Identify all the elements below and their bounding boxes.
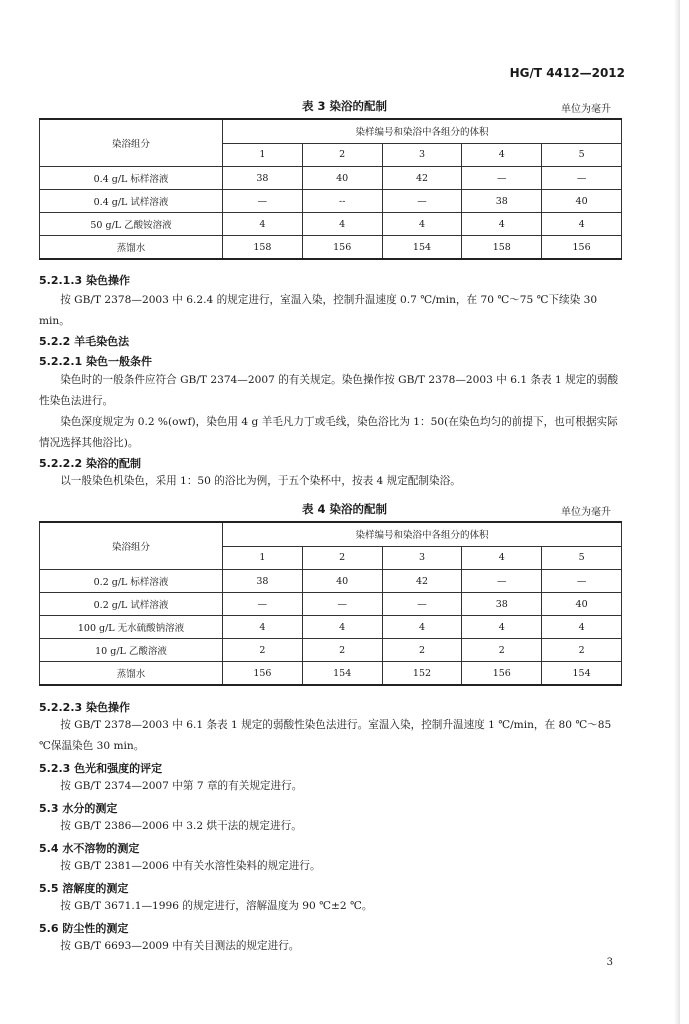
table4-unit: 单位为毫升 (561, 507, 611, 518)
row-label: 100 g/L 无水硫酸钠溶液 (40, 616, 223, 639)
paragraph: 染色深度规定为 0.2 %(owf)，染色用 4 g 羊毛凡力丁或毛线，染色浴比为 1：50(在染色均匀的前提下，也可根据实际情况选择其他浴比)。 (39, 416, 618, 449)
table3-sample-no: 4 (462, 143, 542, 167)
cell: 154 (382, 236, 462, 260)
cell: 40 (542, 593, 622, 616)
table3-sample-no: 2 (302, 143, 382, 167)
row-label: 0.2 g/L 试样溶液 (40, 593, 223, 616)
row-label: 0.2 g/L 标样溶液 (40, 570, 223, 593)
cell: 156 (542, 236, 622, 260)
section-heading-5-2-1-3: 5.2.1.3 染色操作 (39, 274, 130, 287)
paragraph: 按 GB/T 3671.1—1996 的规定进行，溶解温度为 90 ℃±2 ℃。 (60, 900, 373, 912)
cell: 4 (382, 213, 462, 236)
table4-sample-no: 5 (542, 546, 622, 570)
section-body-5-2-2-1 (39, 370, 623, 454)
row-label: 蒸馏水 (40, 236, 223, 260)
cell: 156 (462, 662, 542, 686)
cell: — (382, 593, 462, 616)
cell: 42 (382, 167, 462, 190)
row-label: 0.4 g/L 标样溶液 (40, 167, 223, 190)
cell: 2 (302, 639, 382, 662)
table-row (40, 190, 622, 213)
table3-sample-no: 5 (542, 143, 622, 167)
table3 (39, 118, 622, 260)
section-body-5-2-2-3 (39, 715, 623, 757)
section-body-5-6 (39, 936, 623, 957)
section-body-5-4 (39, 856, 623, 877)
cell: 4 (462, 213, 542, 236)
cell: 4 (302, 616, 382, 639)
paragraph: 染色时的一般条件应符合 GB/T 2374—2007 的有关规定。染色操作按 GB/T 2378—2003 中 6.1 条表 1 规定的弱酸性染色法进行。 (39, 374, 619, 407)
section-heading-5-5: 5.5 溶解度的测定 (39, 882, 129, 895)
cell: — (302, 593, 382, 616)
row-label: 10 g/L 乙酸溶液 (40, 639, 223, 662)
section-body-5-2-3 (39, 776, 623, 797)
cell: — (382, 190, 462, 213)
cell: 4 (542, 213, 622, 236)
table4-title: 表 4 染浴的配制 (301, 502, 387, 516)
page-number: 3 (606, 957, 613, 968)
cell: 4 (382, 616, 462, 639)
table-row (40, 662, 622, 686)
table3-title: 表 3 染浴的配制 (301, 99, 387, 113)
table4-sample-no: 4 (462, 546, 542, 570)
section-heading-5-2-2-2: 5.2.2.2 染浴的配制 (39, 457, 141, 470)
table-row (40, 639, 622, 662)
paragraph: 按 GB/T 6693—2009 中有关目测法的规定进行。 (60, 940, 300, 952)
cell: 4 (302, 213, 382, 236)
table4-sample-no: 3 (382, 546, 462, 570)
table3-sample-no: 3 (382, 143, 462, 167)
cell: 38 (462, 593, 542, 616)
cell: — (223, 190, 303, 213)
section-heading-5-2-2: 5.2.2 羊毛染色法 (39, 335, 130, 348)
paragraph: 按 GB/T 2378—2003 中 6.1 条表 1 规定的弱酸性染色法进行。室温入染，控制升温速度 1 ℃/min，在 80 ℃～85 ℃保温染色 30 min。 (39, 719, 612, 752)
cell: 4 (462, 616, 542, 639)
table3-sample-no: 1 (223, 143, 303, 167)
row-label: 50 g/L 乙酸铵溶液 (40, 213, 223, 236)
section-heading-5-2-3: 5.2.3 色光和强度的评定 (39, 762, 163, 775)
cell: — (462, 167, 542, 190)
paragraph: 按 GB/T 2378—2003 中 6.2.4 的规定进行，室温入染，控制升温速度 0.7 ℃/min，在 70 ℃～75 ℃下续染 30 min。 (39, 294, 598, 327)
paragraph: 按 GB/T 2374—2007 中第 7 章的有关规定进行。 (60, 780, 303, 792)
cell: 2 (382, 639, 462, 662)
paragraph: 按 GB/T 2381—2006 中有关水溶性染料的规定进行。 (60, 860, 321, 872)
table3-group-label: 染浴组分 (40, 119, 223, 167)
cell: 40 (302, 167, 382, 190)
row-label: 0.4 g/L 试样溶液 (40, 190, 223, 213)
table3-header-row (40, 119, 622, 143)
section-heading-5-3: 5.3 水分的测定 (39, 802, 118, 815)
table4-sample-no: 1 (223, 546, 303, 570)
section-body-5-5 (39, 896, 623, 917)
cell: 38 (223, 570, 303, 593)
table-row (40, 213, 622, 236)
cell: — (223, 593, 303, 616)
section-body-5-2-1-3 (39, 290, 623, 332)
cell: 156 (302, 236, 382, 260)
paragraph: 按 GB/T 2386—2006 中 3.2 烘干法的规定进行。 (60, 820, 302, 832)
table4-sample-no: 2 (302, 546, 382, 570)
cell: 2 (223, 639, 303, 662)
cell: 4 (223, 616, 303, 639)
standard-number: HG/T 4412—2012 (509, 66, 625, 80)
table3-span-header: 染样编号和染浴中各组分的体积 (223, 119, 622, 143)
cell: 2 (462, 639, 542, 662)
table-row (40, 616, 622, 639)
paragraph: 以一般染色机染色，采用 1：50 的浴比为例，于五个染杯中，按表 4 规定配制染浴。 (60, 475, 461, 487)
section-body-5-2-2-2 (39, 471, 623, 492)
cell: 40 (542, 190, 622, 213)
cell: 154 (542, 662, 622, 686)
table4 (39, 521, 622, 686)
table4-span-header: 染样编号和染浴中各组分的体积 (223, 522, 622, 546)
row-label: 蒸馏水 (40, 662, 223, 686)
table-row (40, 570, 622, 593)
cell: — (542, 570, 622, 593)
section-heading-5-2-2-1: 5.2.2.1 染色一般条件 (39, 355, 152, 368)
table4-header-row (40, 522, 622, 546)
cell: 38 (462, 190, 542, 213)
section-heading-5-6: 5.6 防尘性的测定 (39, 922, 129, 935)
section-heading-5-2-2-3: 5.2.2.3 染色操作 (39, 701, 130, 714)
cell: 38 (223, 167, 303, 190)
cell: 40 (302, 570, 382, 593)
table4-group-label: 染浴组分 (40, 522, 223, 570)
section-heading-5-4: 5.4 水不溶物的测定 (39, 842, 140, 855)
cell: 42 (382, 570, 462, 593)
cell: 158 (462, 236, 542, 260)
table3-unit: 单位为毫升 (561, 104, 611, 115)
section-body-5-3 (39, 816, 623, 837)
cell: 152 (382, 662, 462, 686)
cell: 156 (223, 662, 303, 686)
cell: 154 (302, 662, 382, 686)
cell: -- (302, 190, 382, 213)
table-row (40, 593, 622, 616)
table-row (40, 236, 622, 260)
cell: — (462, 570, 542, 593)
cell: 2 (542, 639, 622, 662)
cell: 4 (223, 213, 303, 236)
cell: 4 (542, 616, 622, 639)
cell: — (542, 167, 622, 190)
cell: 158 (223, 236, 303, 260)
table-row (40, 167, 622, 190)
